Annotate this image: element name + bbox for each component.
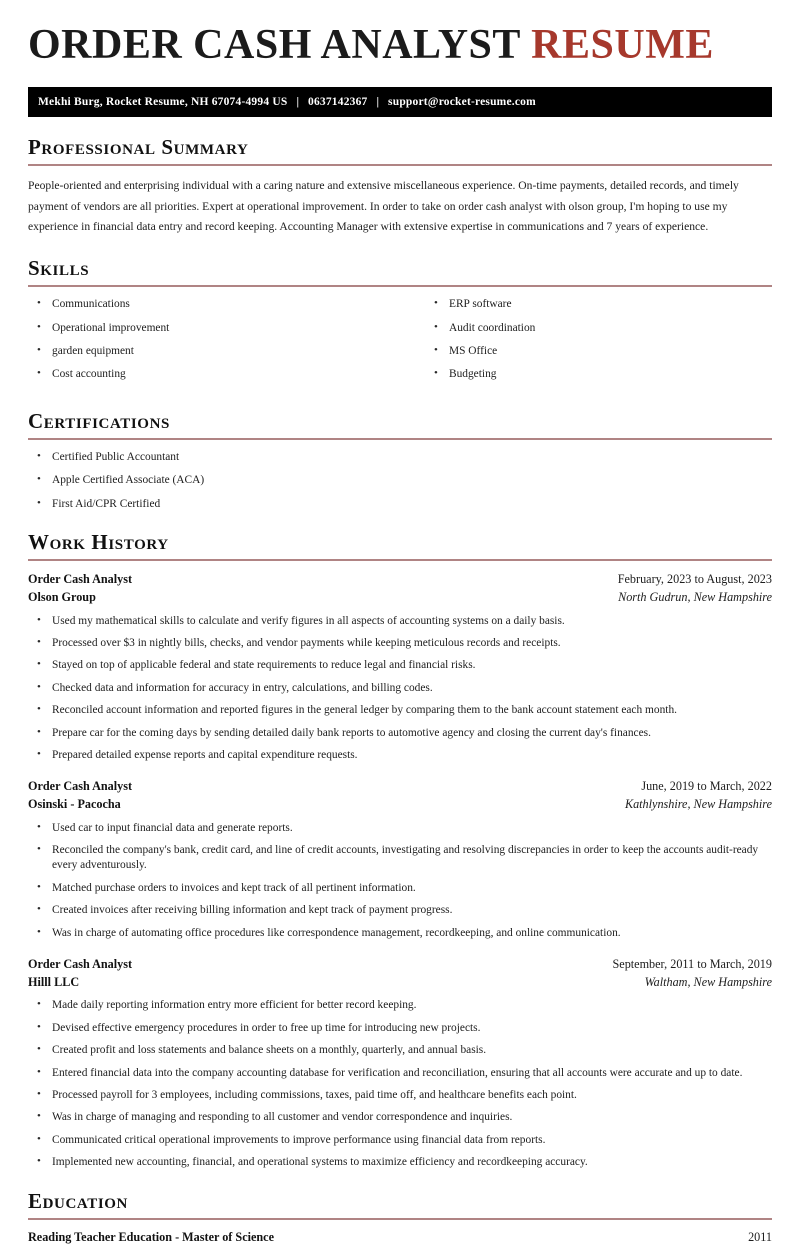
list-item: • MS Office [425, 344, 772, 359]
education-entry [28, 1230, 772, 1245]
job-company-row [28, 974, 772, 992]
list-item: • ERP software [425, 297, 772, 312]
skills-column-left [28, 297, 400, 391]
job-company-row [28, 796, 772, 814]
education-year: 2011 [748, 1229, 772, 1244]
section-heading-work-history: Work History [28, 530, 169, 555]
page-title-main: ORDER CASH ANALYST [28, 22, 532, 68]
job-location: Kathlynshire, New Hampshire [624, 797, 772, 811]
job-dates: June, 2019 to March, 2022 [641, 779, 772, 794]
section-divider [28, 438, 772, 440]
job-location: North Gudrun, New Hampshire [618, 589, 772, 604]
section-heading-skills: Skills [28, 256, 90, 281]
list-item: • Communications [28, 297, 400, 312]
education-degree: Reading Teacher Education - Master of Science [28, 1229, 274, 1244]
section-work-history [28, 530, 772, 1170]
list-item: • Implemented new accounting, financial, and operational systems to maximize efficiency and recordkeeping accuracy. [28, 1155, 772, 1170]
skills-list-right [425, 297, 772, 383]
job-company-row [28, 589, 772, 607]
list-item: • Created profit and loss statements and balance sheets on a monthly, quarterly, and annual basis. [28, 1043, 772, 1058]
section-heading-summary: Professional Summary [28, 135, 249, 160]
work-history-entry [28, 956, 772, 1171]
work-history-entry [28, 778, 772, 941]
list-item: • Stayed on top of applicable federal and state requirements to reduce legal and financial risks. [28, 658, 772, 673]
job-title-row [28, 571, 772, 589]
list-item: • Processed payroll for 3 employees, including commissions, taxes, paid time off, and healthcare benefits each point. [28, 1088, 772, 1103]
job-bullets [28, 614, 772, 764]
list-item: • Matched purchase orders to invoices and kept track of all pertinent information. [28, 881, 772, 896]
skills-columns [28, 297, 772, 391]
job-dates: September, 2011 to March, 2019 [612, 957, 772, 972]
section-divider [28, 559, 772, 561]
section-heading-certifications: Certifications [28, 408, 170, 433]
list-item: • Prepare car for the coming days by sending detailed daily bank reports to automotive agency and closing the current day's finances. [28, 726, 772, 741]
contact-bar [28, 87, 772, 117]
list-item: • Budgeting [425, 367, 772, 382]
job-bullets [28, 821, 772, 941]
list-item: • Reconciled the company's bank, credit card, and line of credit accounts, investigating and resolving discrepancies in order to keep the accounts audit-ready every adventurously. [28, 843, 772, 874]
job-title: Order Cash Analyst [28, 957, 133, 972]
job-title: Order Cash Analyst [28, 572, 133, 587]
summary-text: People-oriented and enterprising individual with a caring nature and extensive miscellaneous experience. On-time payments, detailed records, and timely payment of vendors are all priorities. Expert at operational improvement. In order to take on order cash analyst with olson group, I'm hoping to use my experience in financial data entry and record keeping. Accounting Manager with extensive expertise in communications and 7 years of experience. [28, 179, 739, 234]
job-company: Hilll LLC [28, 974, 80, 989]
page-title-accent: RESUME [531, 22, 714, 68]
list-item: • Created invoices after receiving billing information and kept track of payment progress. [28, 903, 772, 918]
contact-email[interactable]: support@rocket-resume.com [388, 96, 536, 109]
work-history-entry [28, 571, 772, 763]
list-item: • Made daily reporting information entry more efficient for better record keeping. [28, 998, 772, 1013]
contact-phone[interactable]: 0637142367 [308, 96, 368, 109]
job-company: Olson Group [28, 589, 96, 604]
section-divider [28, 285, 772, 287]
certifications-list [28, 450, 772, 512]
section-certifications [28, 409, 772, 512]
list-item: • Used my mathematical skills to calculate and verify figures in all aspects of accounting systems on a daily basis. [28, 614, 772, 629]
list-item: • Operational improvement [28, 321, 400, 336]
section-education [28, 1189, 772, 1245]
list-item: • Was in charge of automating office procedures like correspondence management, recordkeeping, and online communication. [28, 926, 772, 941]
skills-list-left [28, 297, 400, 383]
list-item: • Used car to input financial data and generate reports. [28, 821, 772, 836]
job-location: Waltham, New Hampshire [644, 974, 772, 989]
page-title [28, 0, 772, 69]
list-item: • Apple Certified Associate (ACA) [28, 473, 772, 488]
contact-separator-1: | [296, 96, 299, 109]
contact-address: Mekhi Burg, Rocket Resume, NH 67074-4994 US [38, 96, 288, 109]
list-item: • Communicated critical operational improvements to improve performance using financial data from reports. [28, 1133, 772, 1148]
list-item: • garden equipment [28, 344, 400, 359]
section-heading-education: Education [28, 1188, 128, 1213]
skills-column-right [400, 297, 772, 391]
list-item: • Entered financial data into the company accounting database for verification and reconciliation, ensuring that all accounts were accurate and up to date. [28, 1066, 772, 1081]
job-company: Osinski - Pacocha [28, 797, 121, 811]
contact-separator-2: | [376, 96, 380, 109]
job-title-row [28, 778, 772, 796]
list-item: • Checked data and information for accuracy in entry, calculations, and billing codes. [28, 681, 772, 696]
section-divider [28, 1218, 772, 1220]
job-bullets [28, 998, 772, 1170]
section-skills [28, 256, 772, 391]
job-dates: February, 2023 to August, 2023 [617, 572, 772, 587]
list-item: • Prepared detailed expense reports and capital expenditure requests. [28, 748, 772, 763]
list-item: • Certified Public Accountant [28, 450, 772, 465]
list-item: • Cost accounting [28, 367, 400, 382]
list-item: • Processed over $3 in nightly bills, checks, and vendor payments while keeping meticulous records and receipts. [28, 636, 772, 651]
job-title-row [28, 956, 772, 974]
list-item: • First Aid/CPR Certified [28, 497, 772, 512]
list-item: • Reconciled account information and reported figures in the general ledger by comparing them to the bank account statement each month. [28, 703, 772, 718]
list-item: • Was in charge of managing and responding to all customer and vendor correspondence and inquiries. [28, 1110, 772, 1125]
section-professional-summary [28, 135, 772, 238]
list-item: • Audit coordination [425, 321, 772, 336]
job-title: Order Cash Analyst [28, 779, 133, 794]
section-divider [28, 164, 772, 166]
list-item: • Devised effective emergency procedures in order to free up time for introducing new projects. [28, 1021, 772, 1036]
